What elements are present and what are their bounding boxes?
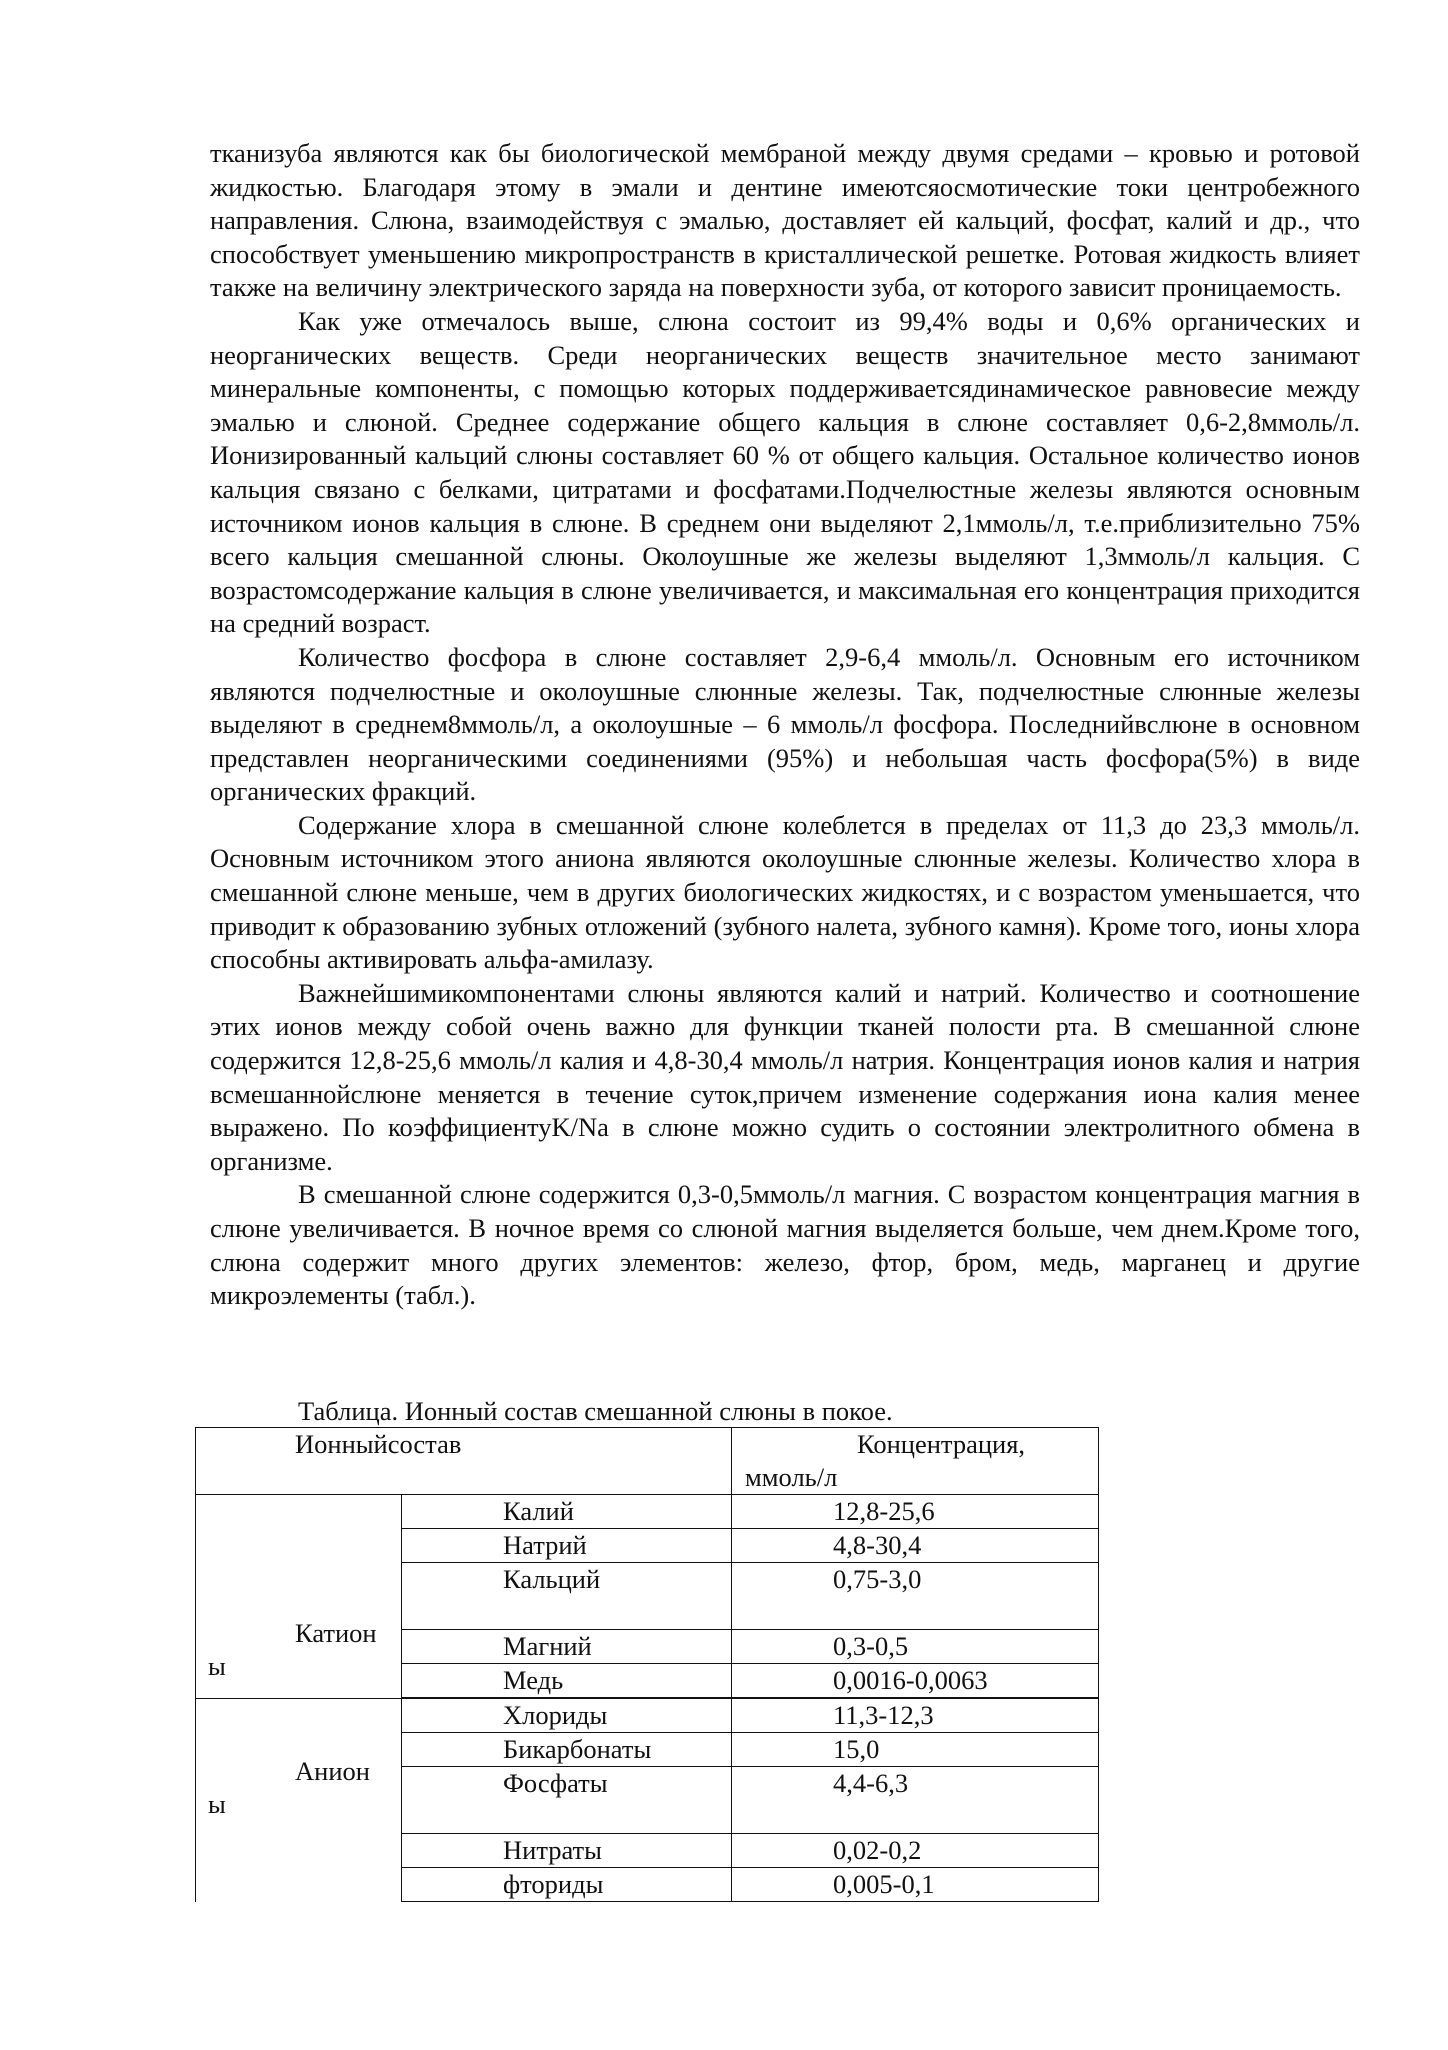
ion-value: 15,0 <box>732 1733 1099 1767</box>
table-header-row <box>196 1428 1099 1495</box>
ion-name: фториды <box>402 1868 732 1902</box>
paragraph-2: Как уже отмечалось выше, слюна состоит из 99,4% воды и 0,6% органических и неорганических веществ. Среди неорганических веществ значительное место занимают минеральные компоненты, с помощью которых поддерживаетсядинамическое равновесие между эмалью и слюной. Среднее содержание общего кальция в слюне составляет 0,6-2,8ммоль/л. Ионизированный кальций слюны составляет 60 % от общего кальция. Остальное количество ионов кальция связано с белками, цитратами и фосфатами.Подчелюстные железы являются основным источником ионов кальция в слюне. В среднем они выделяют 2,1ммоль/л, т.е.приблизительно 75% всего кальция смешанной слюны. Околоушные же железы выделяют 1,3ммоль/л кальция. С возрастомсодержание кальция в слюне увеличивается, и максимальная его концентрация приходится на средний возраст. <box>210 305 1360 639</box>
header-ion-composition: Ионныйсостав <box>196 1428 732 1495</box>
paragraph-6: В смешанной слюне содержится 0,3-0,5ммоль/л магния. С возрастом концентрация магния в слюне увеличивается. В ночное время со слюной магния выделяется больше, чем днем.Кроме того, слюна содержит много других элементов: железо, фтор, бром, медь, марганец и другие микроэлементы (табл.). <box>210 1179 1360 1311</box>
paragraph-5: Важнейшимикомпонентами слюны являются калий и натрий. Количество и соотношение этих ионов между собой очень важно для функции тканей полости рта. В смешанной слюне содержится 12,8-25,6 ммоль/л калия и 4,8-30,4 ммоль/л натрия. Концентрация ионов калия и натрия всмешаннойслюне меняется в течение суток,причем изменение содержания иона калия менее выражено. По коэффициентуK/Na в слюне можно судить о состоянии электролитного обмена в организме. <box>210 977 1360 1176</box>
ion-name: Фосфаты <box>402 1767 732 1834</box>
ion-value: 0,0016-0,0063 <box>732 1664 1099 1698</box>
ion-name: Нитраты <box>402 1834 732 1868</box>
paragraph-4: Содержание хлора в смешанной слюне колеблется в пределах от 11,3 до 23,3 ммоль/л. Основным источником этого аниона являются околоушные слюнные железы. Количество хлора в смешанной слюне меньше, чем в других биологических жидкостях, и с возрастом уменьшается, что приводит к образованию зубных отложений (зубного налета, зубного камня). Кроме того, ионы хлора способны активировать альфа-амилазу. <box>210 809 1360 975</box>
ion-name: Натрий <box>402 1529 732 1563</box>
ion-value: 11,3-12,3 <box>732 1699 1099 1733</box>
ion-value: 0,02-0,2 <box>732 1834 1099 1868</box>
header-concentration: Концентрация, ммоль/л <box>732 1428 1099 1495</box>
ion-value: 0,3-0,5 <box>732 1630 1099 1664</box>
ion-value: 0,75-3,0 <box>732 1563 1099 1630</box>
table-row <box>196 1495 1099 1529</box>
table-row <box>196 1699 1099 1733</box>
paragraph-3: Количество фосфора в слюне составляет 2,9-6,4 ммоль/л. Основным его источником являются подчелюстные и околоушные слюнные железы. Так, подчелюстные слюнные железы выделяют в среднем8ммоль/л, а околоушные – 6 ммоль/л фосфора. Последнийвслюне в основном представлен неорганическими соединениями (95%) и небольшая часть фосфора(5%) в виде органических фракций. <box>210 641 1360 807</box>
ion-name: Хлориды <box>402 1699 732 1733</box>
ion-name: Магний <box>402 1630 732 1664</box>
group-anions: Анион ы <box>196 1699 402 1902</box>
ion-name: Кальций <box>402 1563 732 1630</box>
ion-name: Калий <box>402 1495 732 1529</box>
ion-composition-table <box>195 1427 1099 1902</box>
ion-value: 4,8-30,4 <box>732 1529 1099 1563</box>
group-cations: Катион ы <box>196 1495 402 1699</box>
ion-name: Медь <box>402 1664 732 1698</box>
table-caption: Таблица. Ионный состав смешанной слюны в покое. <box>298 1396 893 1426</box>
ion-value: 12,8-25,6 <box>732 1495 1099 1529</box>
ion-value: 0,005-0,1 <box>732 1868 1099 1902</box>
body-text <box>210 137 1360 1313</box>
ion-name: Бикарбонаты <box>402 1733 732 1767</box>
ion-value: 4,4-6,3 <box>732 1767 1099 1834</box>
paragraph-1: тканизуба являются как бы биологической мембраной между двумя средами – кровью и ротовой жидкостью. Благодаря этому в эмали и дентине имеютсяосмотические токи центробежного направления. Слюна, взаимодействуя с эмалью, доставляет ей кальций, фосфат, калий и др., что способствует уменьшению микропространств в кристаллической решетке. Ротовая жидкость влияет также на величину электрического заряда на поверхности зуба, от которого зависит проницаемость. <box>210 138 1360 303</box>
